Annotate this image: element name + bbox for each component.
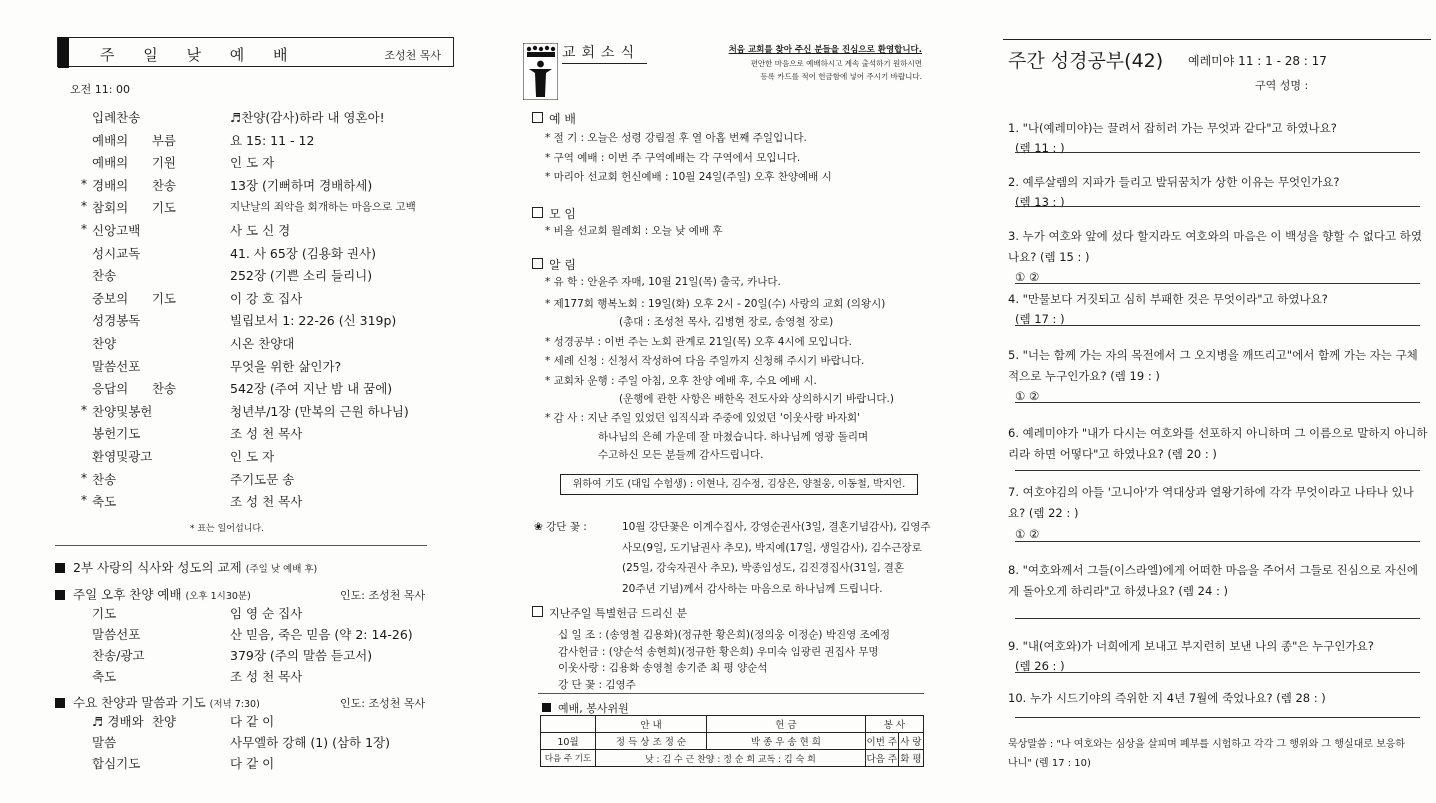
order-row	[78, 334, 458, 356]
order-label: 입례찬송	[92, 110, 141, 125]
order-value: 지난날의 죄악을 회개하는 마음으로 고백	[230, 201, 416, 214]
table-cell: 박 종 우 송 현 희	[707, 733, 866, 750]
order-row	[78, 153, 458, 175]
order-label: 중보의 기도	[92, 290, 176, 306]
star-mark: *	[80, 492, 88, 508]
order-label: 축도	[92, 494, 117, 510]
table-cell: 다음 주	[865, 750, 898, 767]
order-value: ♬찬양(감사)하라 내 영혼아!	[230, 110, 385, 125]
order-row	[78, 357, 458, 379]
answer-line	[1015, 672, 1420, 673]
order-value: 다 같 이	[230, 714, 275, 729]
category-meeting	[532, 205, 576, 222]
flower-line: 사모(9일, 도기남권사 추모), 박지예(17일, 생일감사), 김수근장로	[622, 541, 922, 554]
order-label: 찬송	[92, 471, 117, 487]
checkbox-icon	[532, 258, 543, 269]
wednesday-heading	[55, 693, 260, 711]
order-row	[78, 424, 458, 446]
table-cell: 낮 : 김 수 근 찬양 : 정 순 희 교독 : 김 숙 희	[596, 750, 866, 767]
worship-pastor: 조성천 목사	[384, 49, 441, 62]
afternoon-heading	[55, 585, 251, 603]
order-value: 산 믿음, 죽은 믿음 (약 2: 14-26)	[230, 627, 413, 642]
flower-line: 20주년 기념)께서 감사하는 마음으로 하나님께 드립니다.	[622, 582, 883, 595]
order-value: 조 성 천 목사	[230, 669, 303, 684]
answer-line	[1015, 206, 1420, 207]
order-row	[78, 604, 458, 626]
order-row	[78, 447, 458, 469]
order-label: 신앙고백	[92, 223, 141, 238]
order-row	[78, 492, 458, 514]
offering-item: 강 단 꽃 : 김영주	[558, 678, 636, 691]
order-value: 사무엘하 강해 (1) (삼하 1장)	[230, 735, 390, 750]
category-label: 모 임	[549, 207, 576, 221]
order-label: 찬양	[92, 336, 117, 351]
news-item: 하나님의 은혜 가운데 잘 마쳤습니다. 하나님께 영광 돌리며	[598, 431, 869, 443]
question: 5. "너는 함께 가는 자의 목전에서 그 오지병을 깨뜨리고"에서 함께 가는 자는 구체적으로 누구인가요? (렘 19 : )	[1008, 348, 1418, 383]
order-label: 예배의 부름	[92, 132, 176, 148]
order-row	[78, 733, 458, 755]
order-value: 이 강 호 집사	[230, 290, 303, 306]
order-label: 축도	[92, 669, 117, 684]
offering-heading	[532, 605, 687, 621]
order-row	[78, 625, 458, 647]
part2-sub: (주일 낮 예배 후)	[245, 564, 318, 575]
worship-title: 주 일 낮 예 배	[100, 46, 300, 64]
star-mark: *	[80, 221, 88, 236]
answer-line	[1015, 152, 1420, 153]
category-notice	[532, 256, 576, 273]
divider	[55, 545, 427, 546]
service-title-text: 예배, 봉사위원	[558, 702, 629, 715]
question: 8. "여호와께서 그들(이스라엘)에게 어떠한 마음을 주어서 그들로 진심으로 자신에게 돌아오게 하리라"고 하셨나요? (렘 24 : )	[1008, 563, 1418, 598]
order-label: 말씀선포	[92, 627, 141, 642]
order-row	[78, 244, 458, 266]
order-label: 합심기도	[92, 756, 141, 771]
news-item: * 감 사 : 지난 주일 있었던 임직식과 주중에 있었던 '이웃사랑 바자회'	[545, 412, 860, 424]
order-label: 참회의 기도	[92, 200, 176, 216]
offering-title: 지난주일 특별헌금 드리신 분	[549, 607, 688, 620]
news-column	[500, 0, 940, 803]
part2-title: 2부 사랑의 식사와 성도의 교제	[73, 560, 242, 575]
table-cell: 사 랑	[898, 733, 923, 750]
order-label: 예배의 기원	[92, 155, 176, 171]
order-row	[78, 470, 458, 492]
standing-note: * 표는 일어섭니다.	[190, 524, 264, 534]
study-title: 주간 성경공부(42)	[1008, 50, 1164, 72]
order-value: 무엇을 위한 삶인가?	[230, 358, 342, 374]
news-item: * 비올 선교회 월례회 : 오늘 낮 예배 후	[545, 225, 723, 237]
afternoon-title: 주일 오후 찬양 예배	[73, 587, 182, 602]
order-value: 인 도 자	[230, 155, 275, 171]
answer-line	[1015, 618, 1420, 619]
order-value: 379장 (주의 말씀 듣고서)	[230, 648, 373, 663]
welcome-line-1: 처음 교회를 찾아 주신 분들을 진심으로 환영합니다.	[728, 45, 922, 55]
answer-reference[interactable]: (렘 17 : )	[1015, 312, 1065, 326]
table-cell	[541, 716, 596, 733]
news-rule	[562, 63, 647, 64]
flower-line: (25일, 강숙자권사 추모), 박종임성도, 김진경집사(31일, 결혼	[622, 562, 905, 574]
star-mark: *	[80, 469, 88, 485]
answer-line	[1015, 283, 1420, 284]
wednesday-leader: 인도: 조성천 목사	[340, 697, 426, 710]
answer-reference[interactable]: (렘 13 : )	[1015, 195, 1065, 209]
flower-label: ❀ 강단 꽃 :	[534, 521, 587, 533]
order-row	[78, 311, 458, 333]
table-cell: 다음 주 기도	[541, 750, 596, 767]
order-label: 경배의 찬송	[92, 177, 176, 193]
order-row	[78, 754, 458, 776]
service-title	[542, 700, 629, 716]
order-value: 542장 (주여 지난 밤 내 꿈에)	[230, 381, 393, 397]
study-column	[995, 0, 1436, 803]
star-mark: *	[80, 401, 88, 417]
order-row	[78, 667, 458, 689]
news-item: 수고하신 모든 분들께 감사드립니다.	[598, 449, 764, 461]
part2-heading	[55, 558, 317, 576]
news-item: * 마리아 선교회 헌신예배 : 10월 24일(주일) 오후 찬양예배 시	[545, 171, 832, 183]
welcome-message	[729, 44, 922, 83]
order-value: 임 영 순 집사	[230, 606, 303, 621]
order-row	[78, 712, 458, 734]
order-label: 환영및광고	[92, 449, 153, 464]
question: 7. 여호야김의 아들 '고니아'가 역대상과 열왕기하에 각각 무엇이라고 나타나 있나요? (렘 22 : )	[1008, 485, 1414, 520]
order-value: 요 15: 11 - 12	[230, 132, 315, 148]
order-row	[78, 646, 458, 668]
news-item: (운행에 관한 사항은 배한옥 전도사와 상의하시기 바랍니다.)	[619, 393, 894, 405]
order-label: 말씀	[92, 735, 117, 750]
table-cell: 정 득 상 조 정 순	[596, 733, 707, 750]
answer-line	[1015, 541, 1420, 542]
order-row	[78, 176, 458, 198]
wednesday-time: (저녁 7:30)	[209, 699, 260, 710]
order-row	[78, 108, 458, 130]
order-value: 빌립보서 1: 22-26 (신 319p)	[230, 313, 397, 329]
study-reference: 예레미야 11 : 1 - 28 : 17	[1188, 54, 1327, 68]
news-item: * 유 학 : 안윤주 자매, 10월 21일(목) 출국, 카나다.	[545, 276, 781, 288]
answer-line	[1015, 325, 1420, 326]
order-label: 성경봉독	[92, 313, 141, 329]
order-label: 응답의 찬송	[92, 381, 176, 397]
name-field[interactable]: 구역 성명 :	[1255, 79, 1309, 92]
category-label: 알 림	[549, 258, 576, 272]
answer-reference[interactable]: (렘 11 : )	[1015, 141, 1065, 155]
category-worship	[532, 110, 576, 127]
news-item: * 교회차 운행 : 주일 아침, 오후 찬양 예배 후, 수요 예배 시.	[545, 375, 817, 387]
checkbox-icon	[532, 606, 543, 617]
wednesday-title: 수요 찬양과 말씀과 기도	[73, 695, 206, 710]
divider	[538, 693, 924, 694]
order-label: 찬양및봉헌	[92, 403, 153, 419]
order-value: 조 성 천 목사	[230, 494, 303, 510]
order-value: 41. 사 65장 (김용화 권사)	[230, 245, 376, 261]
answer-line	[1015, 470, 1420, 471]
table-cell: 봉 사	[865, 716, 923, 733]
offering-item: 감사헌금 : (양순석 송현희)(정규한 황은희) 우미숙 임광린 권집사 무명	[558, 645, 879, 658]
order-label: 봉헌기도	[92, 426, 141, 442]
order-value: 13장 (기뻐하며 경배하세)	[230, 177, 373, 193]
order-label: 말씀선포	[92, 358, 141, 374]
worship-header	[57, 37, 454, 67]
checkbox-icon	[532, 112, 543, 123]
order-row	[78, 266, 458, 288]
table-cell: 화 평	[898, 750, 923, 767]
welcome-line-2: 편안한 마음으로 예배하시고 계속 출석하기 원하시면	[750, 59, 922, 68]
header-flag	[58, 37, 69, 68]
divider	[1003, 39, 1431, 40]
star-mark: *	[80, 198, 88, 214]
order-row	[78, 198, 458, 220]
table-row	[541, 733, 924, 750]
news-item: * 제177회 행복노회 : 19일(화) 오후 2시 - 20일(수) 사랑의 교회 (의왕시)	[545, 298, 886, 310]
question: 1. "나(예레미야)는 끌려서 잡히러 가는 무엇과 같다"고 하였나요?	[1008, 121, 1337, 135]
news-item: * 절 기 : 오늘은 성령 강림절 후 열 아홉 번째 주일입니다.	[545, 132, 807, 144]
table-cell: 10월	[541, 733, 596, 750]
order-value: 청년부/1장 (만복의 근원 하나님)	[230, 403, 409, 419]
question: 4. "만물보다 거짓되고 심히 부패한 것은 무엇이라"고 하였나요?	[1008, 292, 1328, 306]
order-row	[78, 131, 458, 153]
table-cell: 안 내	[596, 716, 707, 733]
meditation-verse: 묵상말씀 : "나 여호와는 심상을 살피며 폐부를 시험하고 각각 그 행위와 그 행실대로 보응하나니" (렘 17 : 10)	[1008, 739, 1406, 769]
table-cell: 헌 금	[707, 716, 866, 733]
news-item: * 세례 신청 : 신청서 작성하여 다음 주일까지 신청해 주시기 바랍니다.	[545, 355, 865, 367]
question: 2. 예루살렘의 지파가 들리고 발뒤꿈치가 상한 이유는 무엇인가요?	[1008, 175, 1340, 189]
news-title: 교회소식	[562, 45, 641, 61]
order-value: 사 도 신 경	[230, 223, 291, 238]
order-label: 찬송/광고	[92, 648, 145, 663]
prayer-box: 위하여 기도 (대입 수험생) : 이현나, 김수정, 김상은, 양철웅, 이동철, 박지언.	[560, 474, 918, 495]
table-header-row	[541, 716, 924, 733]
order-label: 찬송	[92, 268, 117, 284]
order-row	[78, 379, 458, 401]
order-value: 다 같 이	[230, 756, 275, 771]
duty-table	[540, 715, 924, 767]
order-value: 252장 (기쁜 소리 들리니)	[230, 268, 373, 284]
answer-reference[interactable]: ① ②	[1015, 527, 1040, 541]
question: 6. 예레미야가 "내가 다시는 여호와를 선포하지 아니하며 그 이름으로 말하지 아니하리라 하면 어떻다"고 하였나요? (렘 20 : )	[1008, 426, 1428, 461]
checkbox-icon	[532, 207, 543, 218]
table-row	[541, 750, 924, 767]
worship-time: 오전 11: 00	[70, 83, 130, 96]
order-value: 시온 찬양대	[230, 336, 295, 351]
order-value: 주기도문 송	[230, 471, 295, 487]
order-row	[78, 221, 458, 243]
order-label: 기도	[92, 606, 117, 621]
afternoon-leader: 인도: 조성천 목사	[340, 589, 426, 602]
answer-line	[1015, 717, 1420, 718]
order-label: ♬경배와 찬양	[92, 714, 176, 729]
question: 10. 누가 시드기야의 즉위한 지 4년 7월에 죽었나요? (렘 28 : )	[1008, 691, 1326, 705]
news-item: (총대 : 조성천 목사, 김병현 장로, 송영철 장로)	[619, 316, 834, 328]
table-cell: 이번 주	[865, 733, 898, 750]
question: 3. 누가 여호와 앞에 섰다 할지라도 여호와의 마음은 이 백성을 향할 수 없다고 하였나요? (렘 15 : )	[1008, 229, 1422, 264]
answer-reference[interactable]: ① ②	[1015, 389, 1040, 403]
star-mark: *	[80, 175, 88, 191]
news-item: * 성경공부 : 이번 주는 노회 관계로 21일(목) 오후 4시에 모입니다.	[545, 336, 853, 348]
order-value: 조 성 천 목사	[230, 426, 303, 442]
news-item: * 구역 예배 : 이번 주 구역예배는 각 구역에서 모입니다.	[545, 152, 801, 164]
order-row	[78, 402, 458, 424]
category-label: 예 배	[549, 112, 576, 126]
afternoon-time: (오후 1시30분)	[185, 591, 251, 602]
question: 9. "내(여호와)가 너희에게 보내고 부지런히 보낸 나의 종"은 누구인가요?	[1008, 639, 1374, 653]
order-label: 성시교독	[92, 245, 141, 261]
offering-item: 이웃사랑 : 김용화 송영철 송기준 최 평 양순석	[558, 662, 768, 674]
answer-reference[interactable]: (렘 26 : )	[1015, 659, 1065, 673]
worship-column	[0, 0, 470, 803]
answer-reference[interactable]: ① ②	[1015, 270, 1040, 284]
choir-icon	[523, 43, 558, 100]
order-value: 인 도 자	[230, 449, 275, 464]
flower-line: 10월 강단꽃은 이계수집사, 강영순권사(3일, 결혼기념감사), 김영주	[622, 521, 931, 533]
welcome-line-3: 등록 카드를 적어 헌금함에 넣어 주시기 바랍니다.	[760, 72, 922, 81]
offering-item: 십 일 조 : (송영철 김용화)(정규한 황은희)(정의웅 이정순) 박진영 조예정	[558, 629, 891, 641]
order-row	[78, 289, 458, 311]
answer-line	[1015, 402, 1420, 403]
